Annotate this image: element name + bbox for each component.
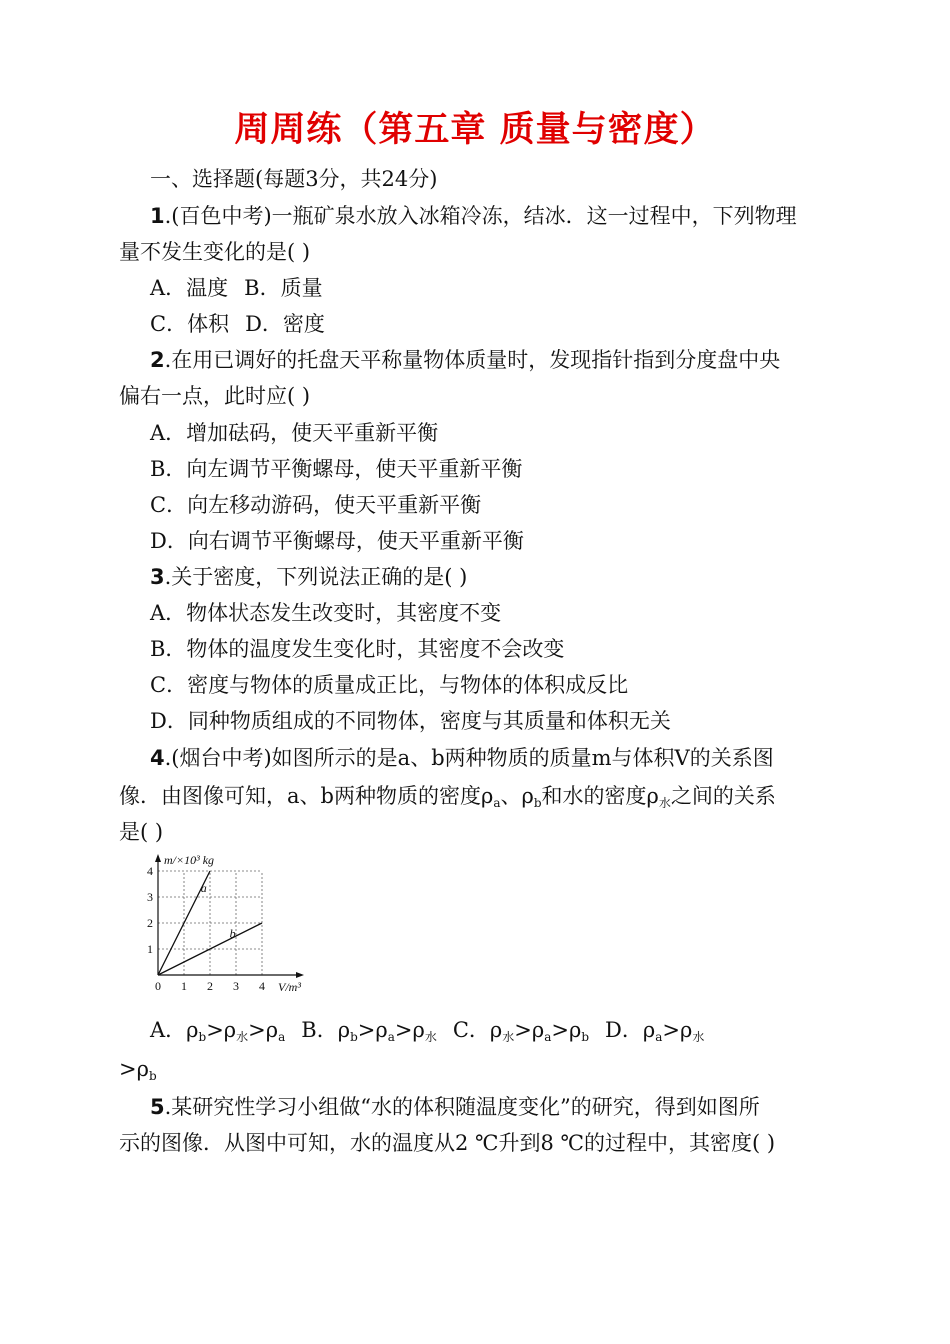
- mass-volume-chart: [140, 850, 310, 1000]
- question-2-line-1: 2.在用已调好的托盘天平称量物体质量时，发现指针指到分度盘中央: [150, 348, 781, 372]
- y-tick-label: 3: [147, 890, 153, 904]
- x-tick-label: 4: [259, 979, 265, 993]
- y-tick-label: 4: [147, 864, 153, 878]
- y-tick-label: 2: [147, 916, 153, 930]
- question-5-number: 5: [150, 1095, 165, 1119]
- option-b: B．向左调节平衡螺母，使天平重新平衡: [150, 457, 523, 481]
- question-5-line-2: 示的图像．从图中可知，水的温度从2 ℃升到8 ℃的过程中，其密度( ): [119, 1131, 776, 1155]
- page-title: 周周练（第五章 质量与密度）: [234, 110, 716, 150]
- series-label-b: b: [229, 926, 236, 941]
- option-c: C．密度与物体的质量成正比，与物体的体积成反比: [150, 673, 629, 697]
- y-axis-label: m/×10³ kg: [164, 853, 215, 867]
- x-axis-label: V/m³: [278, 980, 301, 994]
- option-d: D．同种物质组成的不同物体，密度与其质量和体积无关: [150, 709, 671, 733]
- question-1-options-cd: [150, 309, 325, 339]
- question-2-line-2: 偏右一点，此时应( ): [119, 384, 311, 408]
- question-4-line-3: 是( ): [119, 820, 164, 844]
- option-d: D．密度: [245, 312, 325, 336]
- question-1-options-ab: [150, 273, 323, 303]
- question-4-line-2: 像．由图像可知，a、b两种物质的密度ρa、ρb和水的密度ρ水之间的关系: [119, 784, 776, 810]
- option-a: A．ρb>ρ水>ρa: [150, 1018, 286, 1044]
- y-tick-label: 1: [147, 942, 153, 956]
- x-tick-label: 3: [233, 979, 239, 993]
- y-axis-arrow: [155, 854, 161, 862]
- question-1-number: 1: [150, 204, 165, 228]
- option-a: A．温度: [150, 276, 229, 300]
- option-b: B．物体的温度发生变化时，其密度不会改变: [150, 637, 565, 661]
- option-b: B．质量: [244, 276, 323, 300]
- x-axis-arrow: [296, 972, 304, 978]
- option-b: B．ρb>ρa>ρ水: [301, 1018, 437, 1044]
- x-tick-label: 2: [207, 979, 213, 993]
- option-d: D．ρa>ρ水: [605, 1018, 705, 1044]
- question-1-line-2: 量不发生变化的是( ): [119, 240, 311, 264]
- series-label-a: a: [200, 880, 207, 895]
- question-4-options: [150, 1015, 704, 1048]
- question-4-number: 4: [150, 746, 165, 770]
- question-5-line-1: 5.某研究性学习小组做“水的体积随温度变化”的研究，得到如图所: [150, 1095, 760, 1119]
- question-3-number: 3: [150, 565, 165, 589]
- option-c: C．体积: [150, 312, 230, 336]
- option-c: C．向左移动游码，使天平重新平衡: [150, 493, 482, 517]
- option-d: D．向右调节平衡螺母，使天平重新平衡: [150, 529, 524, 553]
- section-heading: 一、选择题(每题3分，共24分): [150, 167, 438, 191]
- x-tick-label: 0: [155, 979, 161, 993]
- question-3-line-1: 3.关于密度，下列说法正确的是( ): [150, 565, 468, 589]
- question-1-line-1: 1.(百色中考)一瓶矿泉水放入冰箱冷冻，结冰．这一过程中，下列物理: [150, 204, 797, 228]
- option-a: A．物体状态发生改变时，其密度不变: [150, 601, 502, 625]
- option-a: A．增加砝码，使天平重新平衡: [150, 421, 439, 445]
- question-2-number: 2: [150, 348, 165, 372]
- question-4-line-1: 4.(烟台中考)如图所示的是a、b两种物质的质量m与体积V的关系图: [150, 746, 774, 770]
- question-4-option-d-continued: >ρb: [119, 1057, 157, 1083]
- option-c: C．ρ水>ρa>ρb: [452, 1018, 590, 1044]
- x-tick-label: 1: [181, 979, 187, 993]
